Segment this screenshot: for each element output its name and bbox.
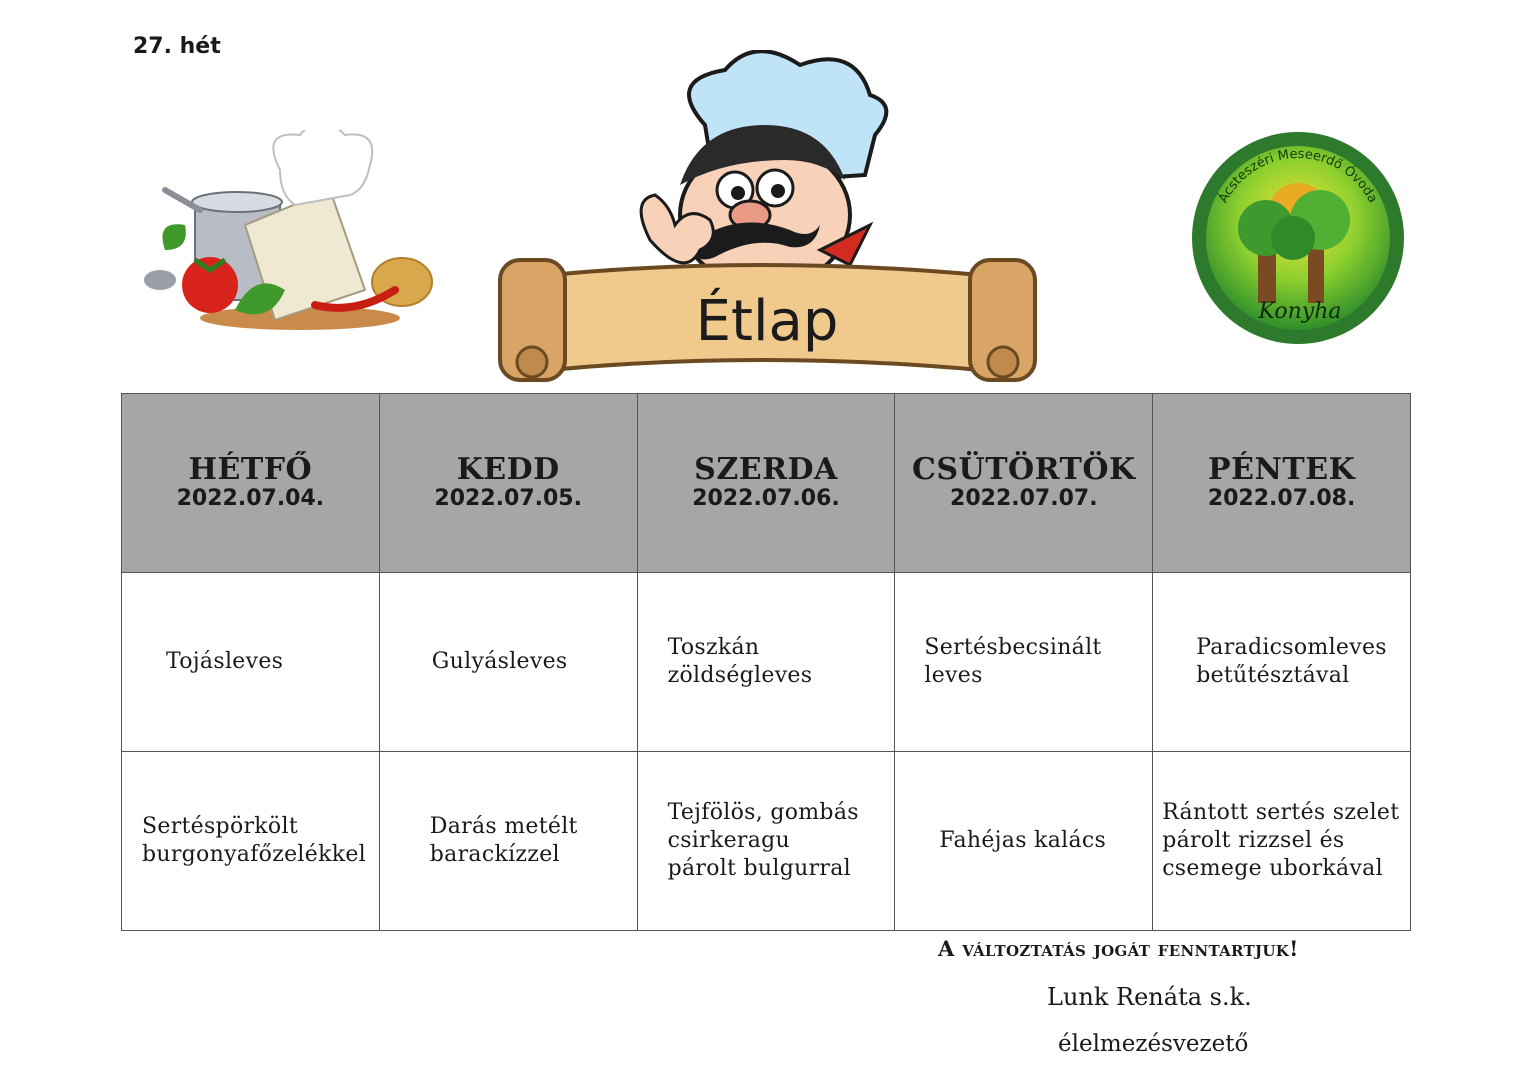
day-header xyxy=(1153,394,1411,573)
day-header-row xyxy=(122,394,1411,573)
soup-cell xyxy=(1153,573,1411,752)
day-date: 2022.07.06. xyxy=(692,486,840,511)
week-label: 27. hét xyxy=(133,34,221,59)
change-notice-text: A változtatás jogát fenntartjuk! xyxy=(938,936,1299,961)
menu-table xyxy=(121,393,1411,931)
main-course-cell xyxy=(122,752,380,931)
soup-text: Paradicsomleves betűtésztával xyxy=(1196,635,1387,688)
cooking-illustration xyxy=(140,130,440,335)
main-course-row xyxy=(122,752,1411,931)
main-course-text: Fahéjas kalács xyxy=(939,828,1107,853)
main-course-cell xyxy=(379,752,637,931)
main-course-text: Tejfölös, gombás csirkeragu párolt bulgurral xyxy=(667,800,859,881)
main-course-cell xyxy=(895,752,1153,931)
logo-ring-text: Ácsteszéri Meseerdő Óvoda xyxy=(1215,146,1381,206)
main-course-text: Sertéspörkölt burgonyafőzelékkel xyxy=(142,814,366,867)
soup-text: Gulyásleves xyxy=(431,649,568,674)
day-header xyxy=(379,394,637,573)
day-name: PÉNTEK xyxy=(1208,452,1356,487)
day-name: SZERDA xyxy=(694,452,838,487)
main-course-text: Rántott sertés szelet párolt rizzsel és csemege uborkával xyxy=(1162,800,1400,881)
signature: Lunk Renáta s.k. xyxy=(1047,983,1252,1011)
day-header xyxy=(637,394,895,573)
main-course-cell xyxy=(637,752,895,931)
kitchen-logo xyxy=(1188,128,1408,348)
soup-row xyxy=(122,573,1411,752)
soup-cell xyxy=(122,573,380,752)
logo-script-text: Konyha xyxy=(1258,299,1342,324)
signature-role: élelmezésvezető xyxy=(1058,1031,1249,1057)
day-header xyxy=(895,394,1153,573)
day-date: 2022.07.04. xyxy=(176,486,325,511)
day-name: KEDD xyxy=(456,452,560,487)
soup-text: Toszkán zöldségleves xyxy=(667,635,813,688)
main-course-cell xyxy=(1153,752,1411,931)
soup-text: Tojásleves xyxy=(166,649,284,674)
change-notice xyxy=(938,936,1299,961)
banner-title: Étlap xyxy=(695,289,839,354)
soup-text: Sertésbecsinált leves xyxy=(924,635,1102,688)
soup-cell xyxy=(895,573,1153,752)
day-date: 2022.07.08. xyxy=(1207,486,1356,511)
soup-cell xyxy=(379,573,637,752)
soup-cell xyxy=(637,573,895,752)
day-date: 2022.07.07. xyxy=(950,486,1098,511)
main-course-text: Darás metélt barackízzel xyxy=(429,814,578,867)
day-header xyxy=(122,394,380,573)
day-name: HÉTFŐ xyxy=(188,452,313,487)
day-name: CSÜTÖRTÖK xyxy=(911,452,1136,487)
chef-banner-illustration xyxy=(490,50,1050,390)
day-date: 2022.07.05. xyxy=(434,486,582,511)
